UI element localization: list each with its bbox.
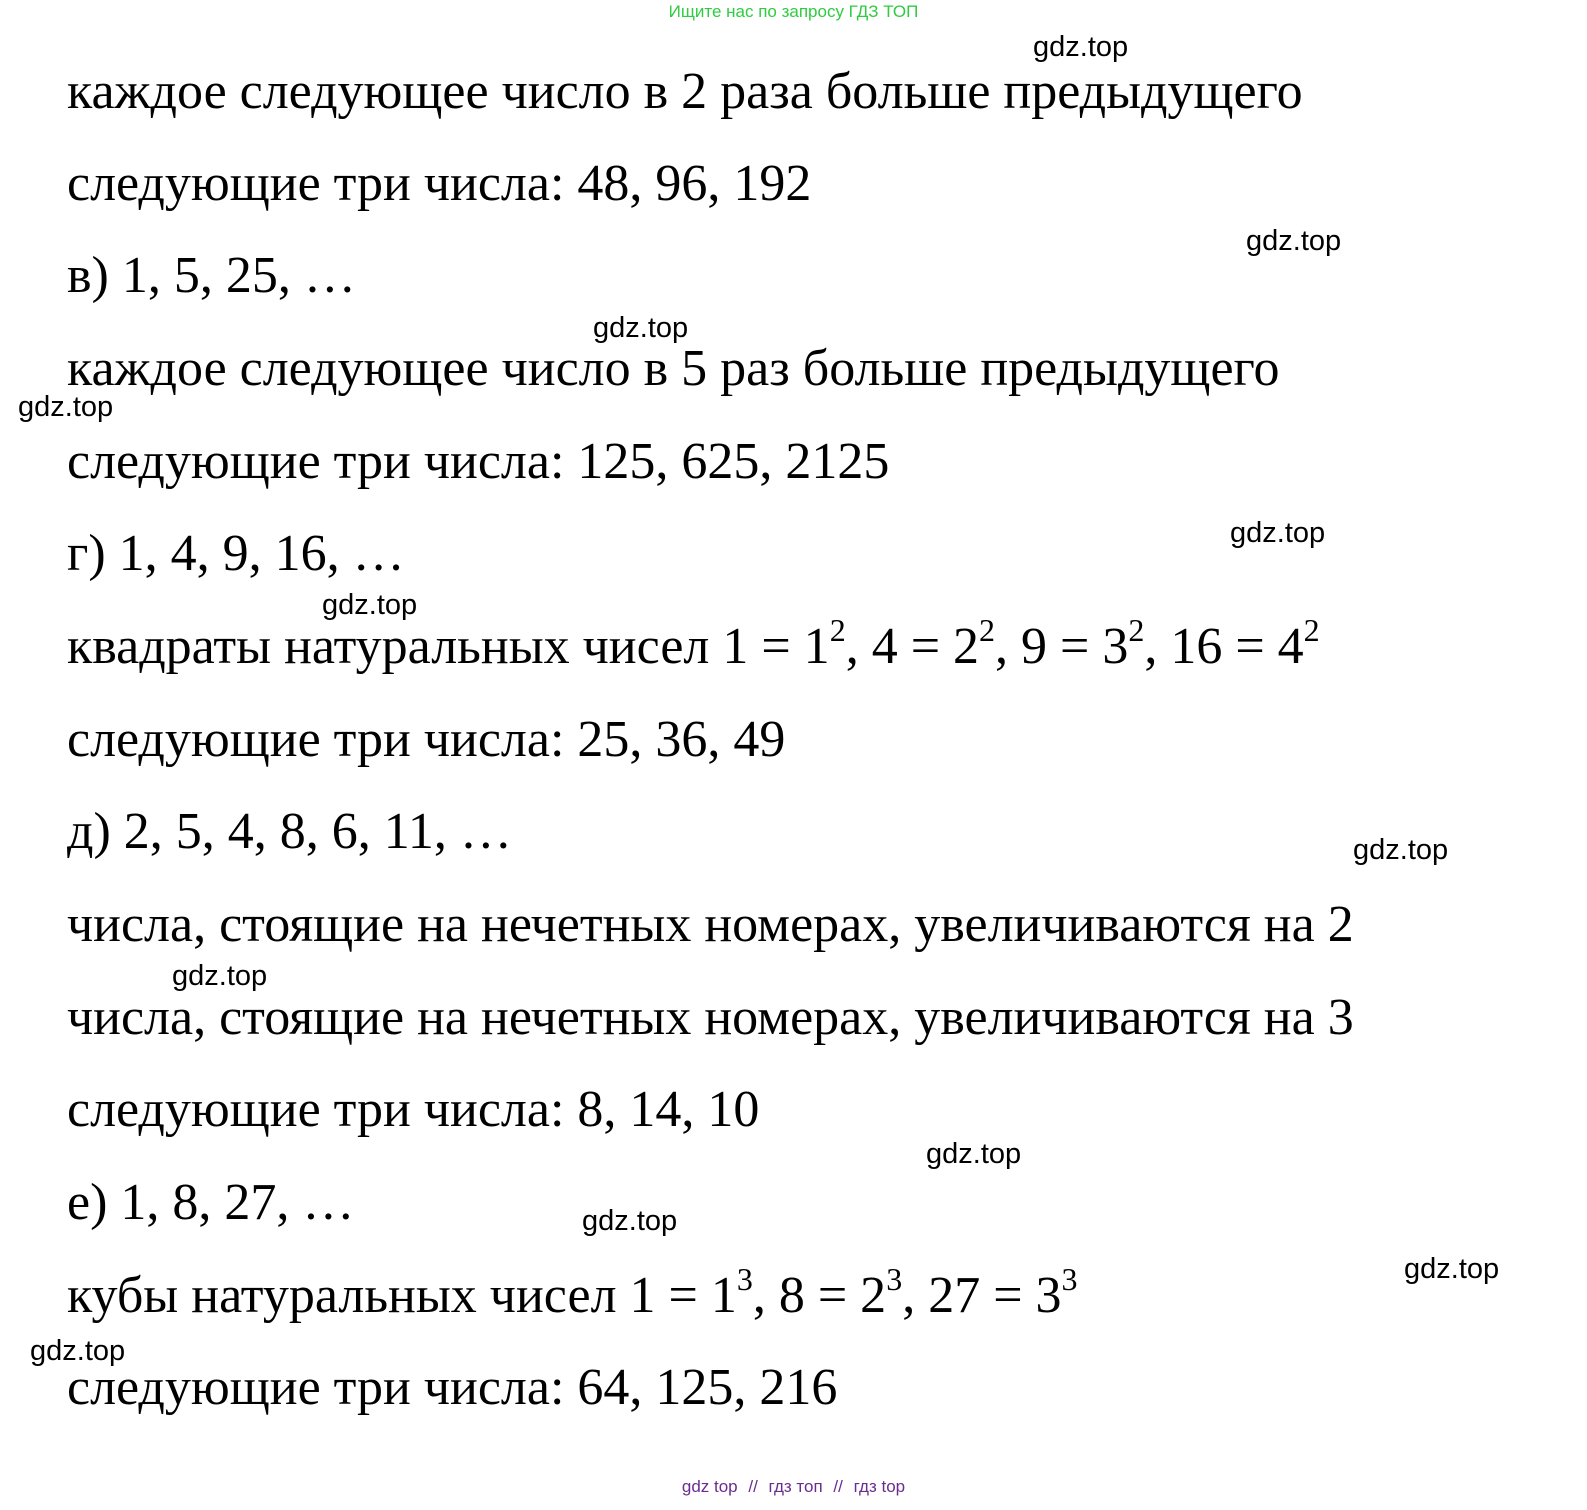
text-line: каждое следующее число в 2 раза больше предыдущего (67, 63, 1303, 120)
text-line: е) 1, 8, 27, … (67, 1174, 355, 1231)
exponent: 3 (736, 1261, 753, 1297)
cubes-text: кубы натуральных чисел 1 = 1 (67, 1267, 737, 1324)
text-line: следующие три числа: 8, 14, 10 (67, 1081, 760, 1138)
footer-link[interactable]: gdz top (681, 1477, 738, 1496)
watermark: gdz.top (1404, 1253, 1500, 1285)
footer-link[interactable]: гдз top (853, 1477, 906, 1496)
text-line: следующие три числа: 25, 36, 49 (67, 711, 786, 768)
cubes-line (67, 1261, 1078, 1324)
footer-separator: // (748, 1477, 758, 1496)
text-line: следующие три числа: 125, 625, 2125 (67, 433, 890, 490)
exponent: 3 (1061, 1261, 1078, 1297)
watermark: gdz.top (582, 1205, 678, 1237)
squares-text: квадраты натуральных чисел 1 = 1 (67, 618, 830, 675)
text-line: в) 1, 5, 25, … (67, 247, 356, 304)
top-banner: Ищите нас по запросу ГДЗ ТОП (668, 2, 919, 21)
exponent: 2 (979, 612, 996, 648)
text-line: следующие три числа: 48, 96, 192 (67, 155, 812, 212)
squares-text: , 9 = 3 (995, 618, 1129, 675)
footer-separator: // (833, 1477, 843, 1496)
exponent: 2 (1303, 612, 1320, 648)
text-line: г) 1, 4, 9, 16, … (67, 525, 405, 582)
text-line: числа, стоящие на нечетных номерах, увеличиваются на 2 (67, 896, 1354, 953)
watermark: gdz.top (1246, 225, 1342, 257)
watermark: gdz.top (1033, 31, 1129, 63)
exponent: 2 (829, 612, 846, 648)
text-line: следующие три числа: 64, 125, 216 (67, 1359, 838, 1416)
squares-line (67, 612, 1320, 675)
cubes-text: , 27 = 3 (902, 1267, 1062, 1324)
watermark: gdz.top (18, 391, 114, 423)
watermark: gdz.top (1353, 834, 1449, 866)
footer-links (0, 1477, 1587, 1497)
watermark: gdz.top (926, 1138, 1022, 1170)
exponent: 2 (1128, 612, 1145, 648)
watermark: gdz.top (172, 960, 268, 992)
squares-text: , 16 = 4 (1144, 618, 1304, 675)
squares-text: , 4 = 2 (845, 618, 980, 675)
watermark: gdz.top (322, 589, 418, 621)
watermark: gdz.top (30, 1335, 126, 1367)
watermark: gdz.top (1230, 517, 1326, 549)
text-line: числа, стоящие на нечетных номерах, увеличиваются на 3 (67, 989, 1354, 1046)
watermark: gdz.top (593, 312, 689, 344)
footer-link[interactable]: гдз топ (768, 1477, 823, 1496)
text-line: д) 2, 5, 4, 8, 6, 11, … (67, 803, 512, 860)
text-line: каждое следующее число в 5 раз больше предыдущего (67, 340, 1280, 397)
exponent: 3 (886, 1261, 903, 1297)
cubes-text: , 8 = 2 (752, 1267, 887, 1324)
